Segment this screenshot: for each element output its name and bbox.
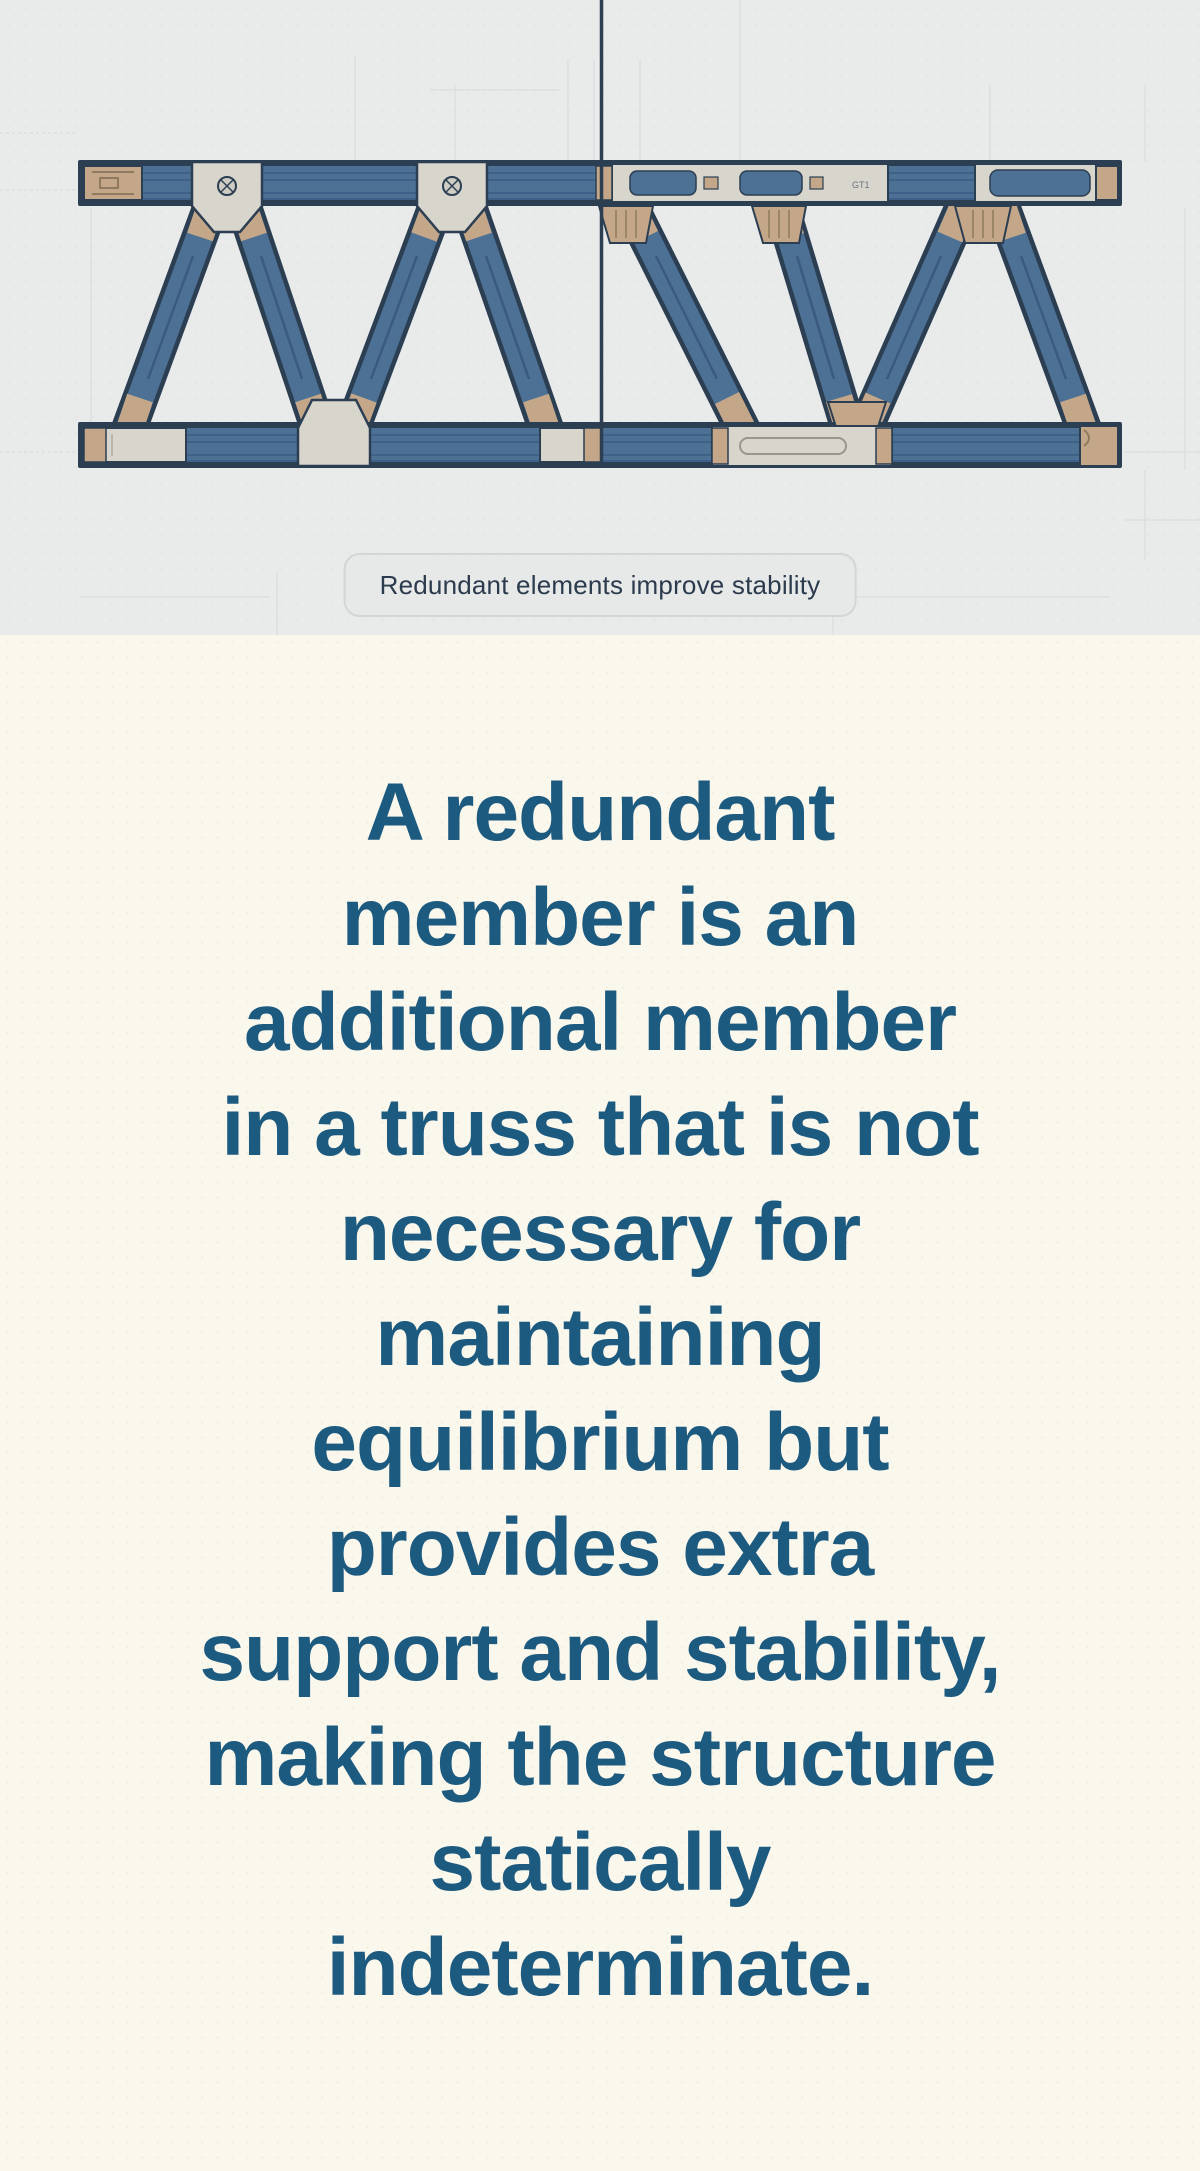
chord-splice-plate xyxy=(540,428,602,462)
definition-line: support and stability, xyxy=(199,1607,1001,1698)
truss-illustration-panel xyxy=(0,0,1200,635)
diagonal-member xyxy=(465,195,550,440)
caption-pill xyxy=(344,553,857,617)
truss-diagram xyxy=(0,0,1200,635)
definition-line: additional member xyxy=(243,977,957,1068)
diagonal-member xyxy=(125,195,215,440)
caption-text: Redundant elements improve stability xyxy=(379,569,821,600)
diagonal-member xyxy=(998,195,1088,440)
definition-line: member is an xyxy=(341,872,859,963)
plate-label: GT1 xyxy=(852,180,870,190)
chord-end-bracket xyxy=(84,166,142,200)
chord-end-bracket xyxy=(1080,426,1118,466)
definition-line: making the structure xyxy=(204,1712,996,1803)
definition-line: necessary for xyxy=(339,1187,861,1278)
definition-line: indeterminate. xyxy=(326,1922,874,2013)
definition-line: provides extra xyxy=(326,1502,874,1593)
diagonal-member xyxy=(348,195,440,440)
chord-splice-plate xyxy=(596,164,888,202)
definition-panel xyxy=(0,635,1200,2171)
definition-text xyxy=(0,760,1200,2020)
chord-slotted-plate xyxy=(712,426,892,466)
definition-line: statically xyxy=(429,1817,771,1908)
definition-line: maintaining xyxy=(375,1292,825,1383)
chord-end-plate xyxy=(84,428,186,462)
definition-line: in a truss that is not xyxy=(221,1082,979,1173)
definition-line: equilibrium but xyxy=(311,1397,889,1488)
gusset-plate xyxy=(298,400,370,466)
chord-end-plate xyxy=(975,164,1120,202)
definition-line: A redundant xyxy=(365,767,835,858)
